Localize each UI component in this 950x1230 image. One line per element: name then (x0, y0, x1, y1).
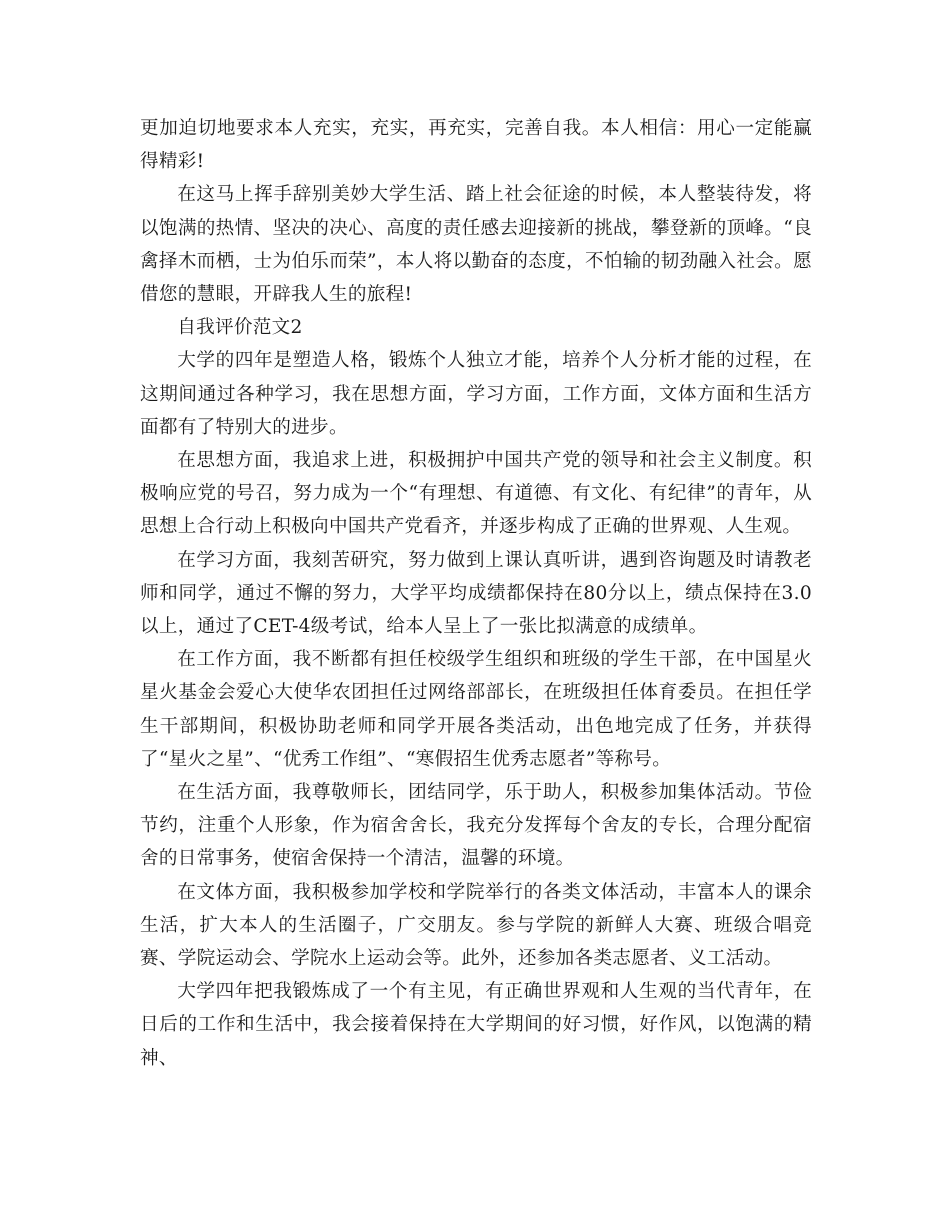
paragraph-farewell: 在这马上挥手辞别美妙大学生活、踏上社会征途的时候，本人整装待发，将以饱满的热情、坚决的决心、高度的责任感去迎接新的挑战，攀登新的顶峰。“良禽择木而栖，士为伯乐而荣”，本人将以勤奋的态度，不怕输的韧劲融入社会。愿借您的慧眼，开辟我人生的旅程! (140, 184, 812, 306)
paragraph-summary: 大学四年把我锻炼成了一个有主见，有正确世界观和人生观的当代青年，在日后的工作和生活中，我会接着保持在大学期间的好习惯，好作风，以饱满的精神、 (140, 981, 812, 1069)
paragraph-thought: 在思想方面，我追求上进，积极拥护中国共产党的领导和社会主义制度。积极响应党的号召，努力成为一个“有理想、有道德、有文化、有纪律”的青年，从思想上合行动上积极向中国共产党看齐，并逐步构成了正确的世界观、人生观。 (140, 450, 812, 538)
paragraph-study: 在学习方面，我刻苦研究，努力做到上课认真听讲，遇到咨询题及时请教老师和同学，通过不懈的努力，大学平均成绩都保持在80分以上，绩点保持在3.0以上，通过了CET-4级考试，给本人呈上了一张比拟满意的成绩单。 (140, 549, 812, 638)
paragraph-sports: 在文体方面，我积极参加学校和学院举行的各类文体活动，丰富本人的课余生活，扩大本人的生活圈子，广交朋友。参与学院的新鲜人大赛、班级合唱竞赛、学院运动会、学院水上运动会等。此外，还参加各类志愿者、义工活动。 (140, 881, 812, 970)
document-body (140, 112, 812, 1075)
section-heading: 自我评价范文2 (177, 317, 303, 339)
paragraph-life: 在生活方面，我尊敬师长，团结同学，乐于助人，积极参加集体活动。节俭节约，注重个人形象，作为宿舍舍长，我充分发挥每个舍友的专长，合理分配宿舍的日常事务，使宿舍保持一个清洁，温馨的环境。 (140, 782, 812, 870)
paragraph-intro: 大学的四年是塑造人格，锻炼个人独立才能，培养个人分析才能的过程，在这期间通过各种学习，我在思想方面，学习方面，工作方面，文体方面和生活方面都有了特别大的进步。 (140, 350, 812, 438)
paragraph-continuation: 更加迫切地要求本人充实，充实，再充实，完善自我。本人相信：用心一定能赢得精彩! (140, 118, 812, 173)
paragraph-work: 在工作方面，我不断都有担任校级学生组织和班级的学生干部，在中国星火星火基金会爱心大使华农团担任过网络部部长，在班级担任体育委员。在担任学生干部期间，积极协助老师和同学开展各类活动，出色地完成了任务，并获得了“星火之星”、“优秀工作组”、“寒假招生优秀志愿者”等称号。 (140, 649, 812, 770)
